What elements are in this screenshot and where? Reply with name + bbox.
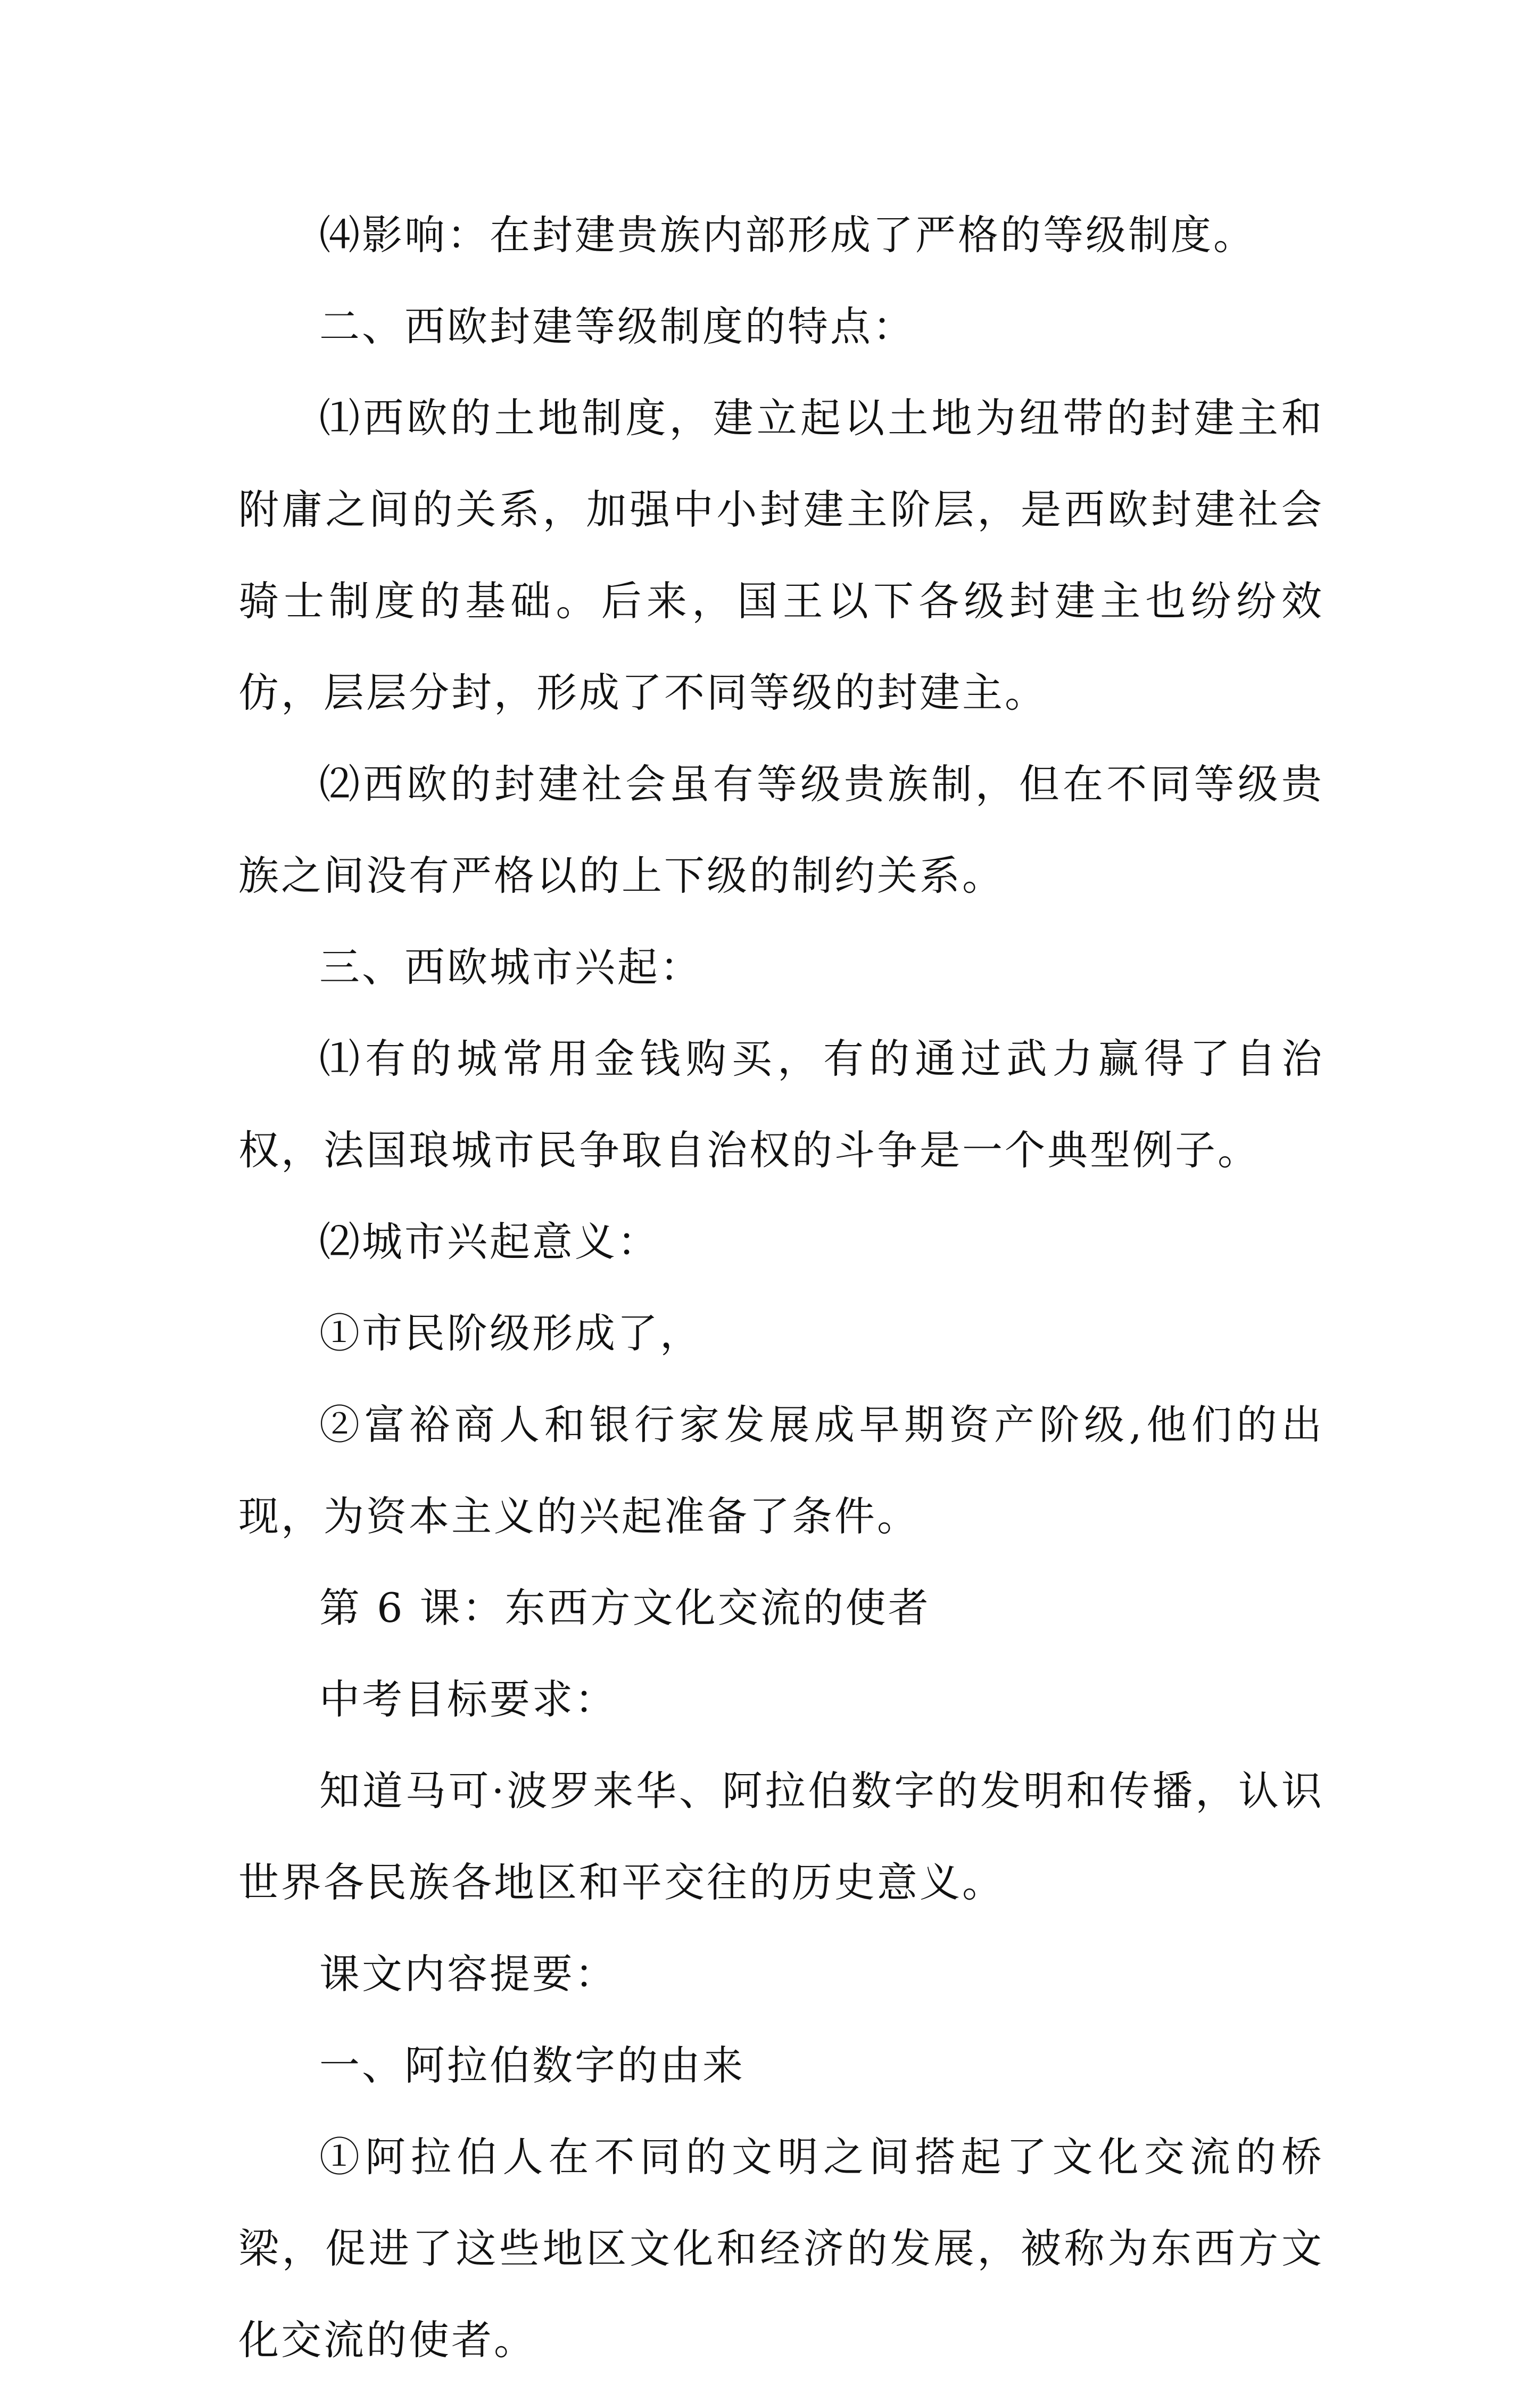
- heading-text-summary: 课文内容提要：: [319, 1950, 617, 1998]
- paragraph-city-significance: ⑵城市兴起意义：: [319, 1218, 660, 1265]
- paragraph-influence: ⑷影响：在封建贵族内部形成了严格的等级制度。: [319, 211, 1256, 259]
- list-item-early-bourgeoisie: ②富裕商人和银行家发展成早期资产阶级,他们的出现，为资本主义的兴起准备了条件。: [238, 1401, 1324, 1540]
- heading-feudal-hierarchy-features: 二、西欧封建等级制度的特点：: [319, 303, 915, 350]
- paragraph-city-autonomy: ⑴有的城常用金钱购买，有的通过武力赢得了自治权，法国琅城市民争取自治权的斗争是一个典型例子。: [238, 1035, 1324, 1174]
- heading-rise-of-cities: 三、西欧城市兴起：: [319, 943, 702, 991]
- paragraph-arab-messengers: ①阿拉伯人在不同的文明之间搭起了文化交流的桥梁，促进了这些地区文化和经济的发展，被称为东西方文化交流的使者。: [238, 2133, 1324, 2364]
- heading-exam-goals: 中考目标要求：: [319, 1676, 617, 1723]
- heading-arabic-numerals-origin: 一、阿拉伯数字的由来: [319, 2042, 745, 2089]
- paragraph-noble-hierarchy: ⑵西欧的封建社会虽有等级贵族制，但在不同等级贵族之间没有严格以的上下级的制约关系。: [238, 760, 1324, 899]
- paragraph-exam-goals: 知道马可·波罗来华、阿拉伯数字的发明和传播，认识世界各民族各地区和平交往的历史意义。: [238, 1767, 1324, 1906]
- paragraph-land-system: ⑴西欧的土地制度，建立起以土地为纽带的封建主和附庸之间的关系，加强中小封建主阶层，是西欧封建社会骑士制度的基础。后来，国王以下各级封建主也纷纷效仿，层层分封，形成了不同等级的封建主。: [238, 394, 1324, 716]
- list-item-burgher-class: ①市民阶级形成了，: [319, 1310, 702, 1357]
- lesson-title: 第 6 课：东西方文化交流的使者: [319, 1584, 931, 1631]
- document-body: [238, 189, 1324, 2386]
